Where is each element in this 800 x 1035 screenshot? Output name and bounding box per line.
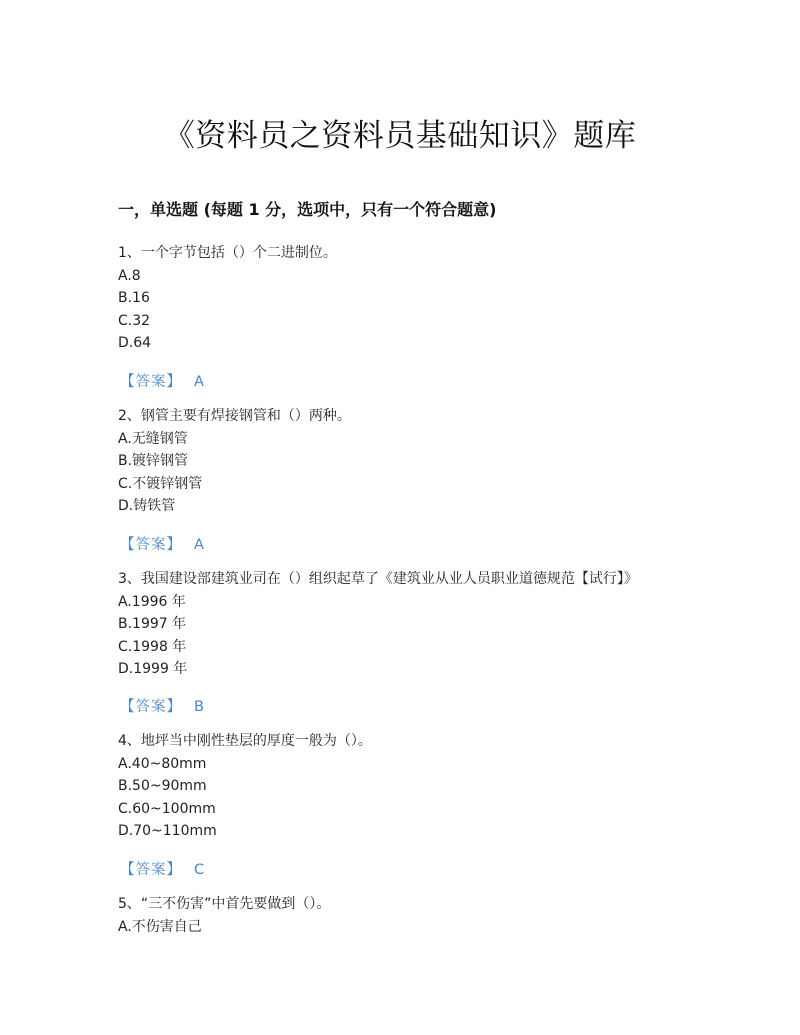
question-4	[118, 730, 372, 843]
question-stem: 1、一个字节包括（）个二进制位。	[118, 245, 337, 261]
answer-label: 【答案】	[120, 699, 182, 715]
option-b: B.50~90mm	[118, 778, 207, 794]
answer-label: 【答案】	[120, 862, 182, 878]
answer-4	[120, 858, 205, 879]
option-b: B.镀锌钢管	[118, 453, 189, 469]
answer-3	[120, 695, 205, 716]
answer-letter: A	[194, 537, 205, 553]
question-stem: 5、“三不伤害”中首先要做到（）。	[118, 896, 331, 912]
option-d: D.64	[118, 335, 152, 351]
option-a: A.不伤害自己	[118, 918, 202, 935]
option-b: B.1997 年	[118, 616, 187, 632]
answer-label: 【答案】	[120, 374, 182, 390]
option-d: D.1999 年	[118, 661, 188, 677]
section-heading: 一，单选题 (每题 1 分，选项中，只有一个符合题意)	[118, 200, 497, 219]
question-1	[118, 242, 337, 355]
option-c: C.32	[118, 312, 151, 329]
question-stem: 4、地坪当中刚性垫层的厚度一般为（）。	[118, 733, 372, 749]
option-d: D.铸铁管	[118, 498, 176, 514]
answer-letter: C	[194, 862, 206, 878]
answer-label: 【答案】	[120, 537, 182, 553]
option-a: A.8	[118, 267, 141, 284]
option-c: C.不镀锌钢管	[118, 475, 203, 492]
option-d: D.70~110mm	[118, 823, 217, 839]
answer-2	[120, 533, 205, 554]
option-c: C.1998 年	[118, 638, 187, 655]
option-c: C.60~100mm	[118, 800, 216, 817]
question-3	[118, 568, 638, 681]
option-a: A.40~80mm	[118, 755, 207, 772]
question-stem: 3、我国建设部建筑业司在（）组织起草了《建筑业从业人员职业道德规范【试行】》	[118, 571, 638, 587]
answer-1	[120, 370, 205, 391]
question-stem: 2、钢管主要有焊接钢管和（）两种。	[118, 408, 351, 424]
option-b: B.16	[118, 290, 150, 306]
answer-letter: A	[194, 374, 205, 390]
option-a: A.1996 年	[118, 593, 186, 610]
option-a: A.无缝钢管	[118, 430, 188, 447]
question-2	[118, 405, 351, 518]
question-5	[118, 893, 330, 938]
answer-letter: B	[194, 699, 205, 715]
document-title: 《资料员之资料员基础知识》题库	[163, 118, 637, 154]
